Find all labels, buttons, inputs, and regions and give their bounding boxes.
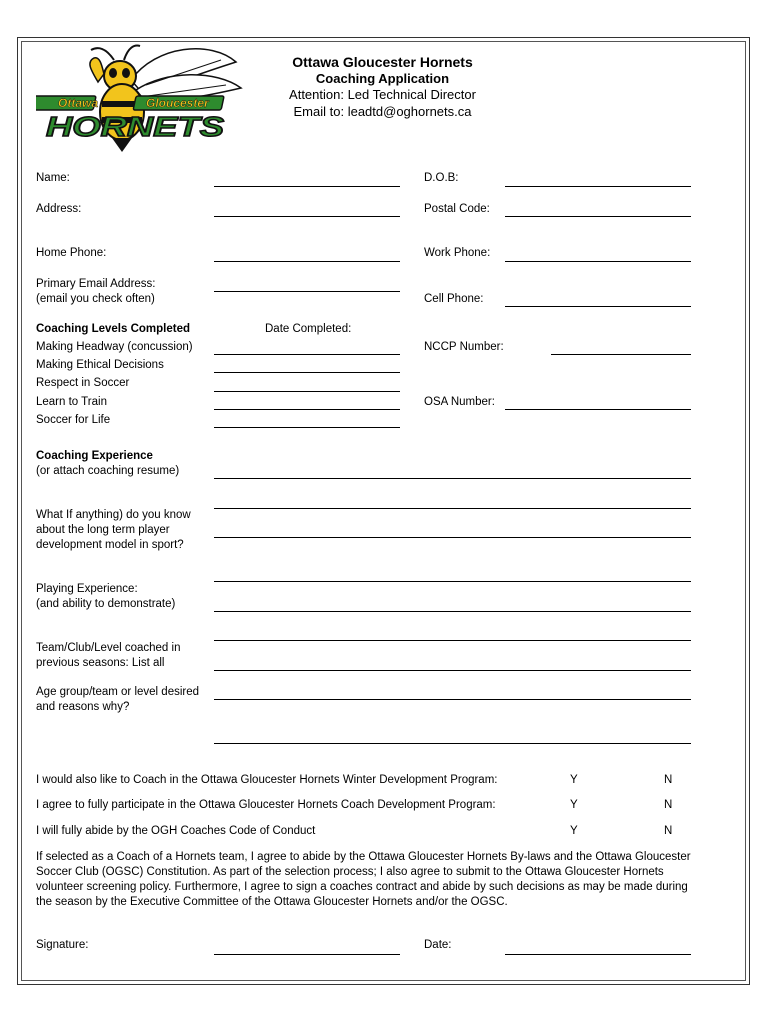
level-item: Making Headway (concussion) — [36, 341, 193, 353]
work-phone-input[interactable] — [505, 261, 691, 262]
hornets-logo — [36, 40, 246, 160]
cell-phone-label: Cell Phone: — [424, 293, 484, 305]
level-date-input[interactable] — [214, 409, 400, 410]
osa-label: OSA Number: — [424, 396, 495, 408]
name-label: Name: — [36, 172, 70, 184]
logo-word-ottawa: Ottawa — [58, 96, 99, 110]
level-item: Making Ethical Decisions — [36, 359, 164, 371]
form-title: Coaching Application — [315, 71, 450, 86]
agreement-no-option[interactable]: N — [664, 825, 673, 837]
team-history-label: Team/Club/Level coached in — [36, 642, 181, 654]
address-input[interactable] — [214, 216, 400, 217]
agreement-yes-option[interactable]: Y — [570, 774, 578, 786]
osa-input[interactable] — [505, 409, 691, 410]
email-label-note: (email you check often) — [36, 293, 155, 305]
age-group-label: and reasons why? — [36, 701, 130, 713]
ltpd-answer-line[interactable] — [214, 537, 691, 538]
playing-experience-line[interactable] — [214, 640, 691, 641]
agreement-text: I will fully abide by the OGH Coaches Code of Conduct — [36, 825, 316, 837]
coaching-experience-line[interactable] — [214, 508, 691, 509]
ltpd-question-line: development model in sport? — [36, 539, 184, 551]
agreement-no-option[interactable]: N — [664, 799, 673, 811]
cell-phone-input[interactable] — [505, 306, 691, 307]
address-label: Address: — [36, 203, 82, 215]
playing-experience-line[interactable] — [214, 611, 691, 612]
playing-experience-label: Playing Experience: — [36, 583, 138, 595]
logo-word-hornets: HORNETS — [46, 111, 225, 142]
team-history-label: previous seasons: List all — [36, 657, 165, 669]
dob-label: D.O.B: — [424, 172, 459, 184]
agreement-text: I agree to fully participate in the Ottawa Gloucester Hornets Coach Development Program: — [36, 799, 496, 811]
signature-input[interactable] — [214, 954, 400, 955]
coach-statement: If selected as a Coach of a Hornets team, I agree to abide by the Ottawa Gloucester Hornets By-laws and the Ottawa Gloucester Soccer Club (OGSC) Constitution. As part of the selection process; I also agree to submit to the Ottawa Gloucester Hornets volunteer screening policy. Furthermore, I agree to sign a coaches contract and abide by such decisions as may be made during the season by the Executive Committee of the Ottawa Gloucester Hornets and/or the OGSC. — [36, 851, 691, 908]
coaching-levels-heading: Coaching Levels Completed — [36, 323, 191, 335]
logo-word-gloucester: Gloucester — [146, 96, 209, 110]
agreement-yes-option[interactable]: Y — [570, 799, 578, 811]
ltpd-answer-line[interactable] — [214, 581, 691, 582]
email-line: Email to: leadtd@oghornets.ca — [293, 104, 472, 119]
work-phone-label: Work Phone: — [424, 247, 491, 259]
postal-code-label: Postal Code: — [424, 203, 490, 215]
level-item: Learn to Train — [36, 396, 107, 408]
org-title: Ottawa Gloucester Hornets — [292, 54, 473, 70]
agreement-no-option[interactable]: N — [664, 774, 673, 786]
date-completed-label: Date Completed: — [265, 323, 352, 335]
home-phone-input[interactable] — [214, 261, 400, 262]
home-phone-label: Home Phone: — [36, 247, 107, 259]
name-input[interactable] — [214, 186, 400, 187]
postal-code-input[interactable] — [505, 216, 691, 217]
ltpd-question-line: What If anything) do you know — [36, 509, 191, 521]
playing-experience-note: (and ability to demonstrate) — [36, 598, 176, 610]
coaching-experience-heading: Coaching Experience — [36, 450, 153, 462]
email-label: Primary Email Address: — [36, 278, 156, 290]
coaching-experience-line[interactable] — [214, 478, 691, 479]
age-group-label: Age group/team or level desired — [36, 686, 200, 698]
age-group-line[interactable] — [214, 699, 691, 700]
coaching-experience-note: (or attach coaching resume) — [36, 465, 180, 477]
dob-input[interactable] — [505, 186, 691, 187]
nccp-input[interactable] — [551, 354, 691, 355]
level-date-input[interactable] — [214, 354, 400, 355]
age-group-line[interactable] — [214, 743, 691, 744]
team-history-line[interactable] — [214, 670, 691, 671]
agreement-text: I would also like to Coach in the Ottawa Gloucester Hornets Winter Development Program: — [36, 774, 498, 786]
level-date-input[interactable] — [214, 391, 400, 392]
attention-line: Attention: Led Technical Director — [289, 87, 476, 102]
nccp-label: NCCP Number: — [424, 341, 504, 353]
level-item: Soccer for Life — [36, 414, 111, 426]
ltpd-question-line: about the long term player — [36, 524, 170, 536]
agreement-yes-option[interactable]: Y — [570, 825, 578, 837]
level-date-input[interactable] — [214, 427, 400, 428]
email-input[interactable] — [214, 291, 400, 292]
date-input[interactable] — [505, 954, 691, 955]
signature-label: Signature: — [36, 939, 89, 951]
date-label: Date: — [424, 939, 452, 951]
level-date-input[interactable] — [214, 372, 400, 373]
level-item: Respect in Soccer — [36, 377, 130, 389]
